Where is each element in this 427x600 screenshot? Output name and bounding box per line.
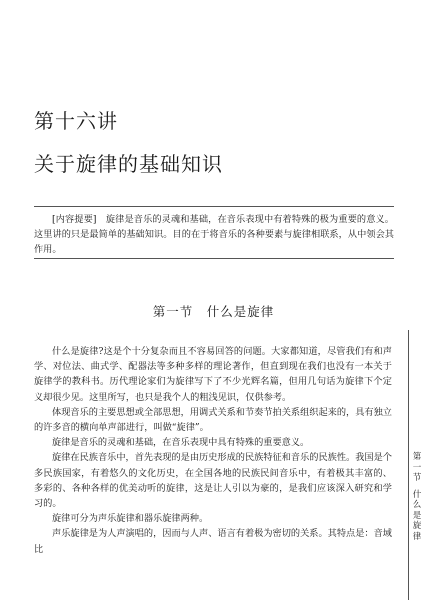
- chapter-title: 关于旋律的基础知识: [34, 152, 223, 176]
- side-tab-topic: 什么是旋律: [412, 489, 422, 542]
- side-tab-section: 第一节: [412, 452, 422, 483]
- paragraph: 旋律是音乐的灵魂和基础，在音乐表现中具有特殊的重要意义。: [52, 437, 310, 449]
- abstract-top-rule: [34, 206, 394, 207]
- abstract-text: [内容提要] 旋律是音乐的灵魂和基础，在音乐表现中有着特殊的极为重要的意义。这里讲的只是最简单的基础知识。目的在于将音乐的各种要素与旋律相联系，从中领会其作用。: [34, 214, 394, 255]
- paragraph: 声乐旋律是为人声演唱的，因而与人声、语言有着极为密切的关系。其特点是：音域比: [34, 528, 392, 555]
- lecture-number: 第十六讲: [34, 109, 118, 133]
- side-tab-divider: [408, 330, 409, 600]
- section-title: 第一节 什么是旋律: [152, 304, 275, 319]
- side-tab: [410, 452, 424, 542]
- paragraph: 旋律可分为声乐旋律和器乐旋律两种。: [52, 513, 209, 525]
- body-text: [34, 344, 392, 557]
- paragraph: 体现音乐的主要思想或全部思想，用调式关系和节奏节拍关系组织起来的，具有独立的许多音的横向单声部进行，叫做“旋律”。: [34, 406, 392, 434]
- paragraph: 什么是旋律?这是个十分复杂而且不容易回答的问题。大家都知道，尽管我们有和声学、对位法、曲式学、配器法等多种多样的理论著作，但直到现在我们也没有一本关于旋律学的教科书。历代理论家们为旋律写下了不少光辉名篇，但用几句话为旋律下个定义却很少见。这里所写，也只是我个人的粗浅见识，仅供参考。: [34, 346, 392, 403]
- abstract-bottom-rule: [34, 258, 394, 259]
- paragraph: 旋律在民族音乐中，首先表现的是由历史形成的民族特征和音乐的民族性。我国是个多民族国家，有着悠久的文化历史，在全国各地的民族民间音乐中，有着极其丰富的、多彩的、各种各样的优美动听的旋律，这是让人引以为豪的，是我们应该深入研究和学习的。: [34, 452, 392, 510]
